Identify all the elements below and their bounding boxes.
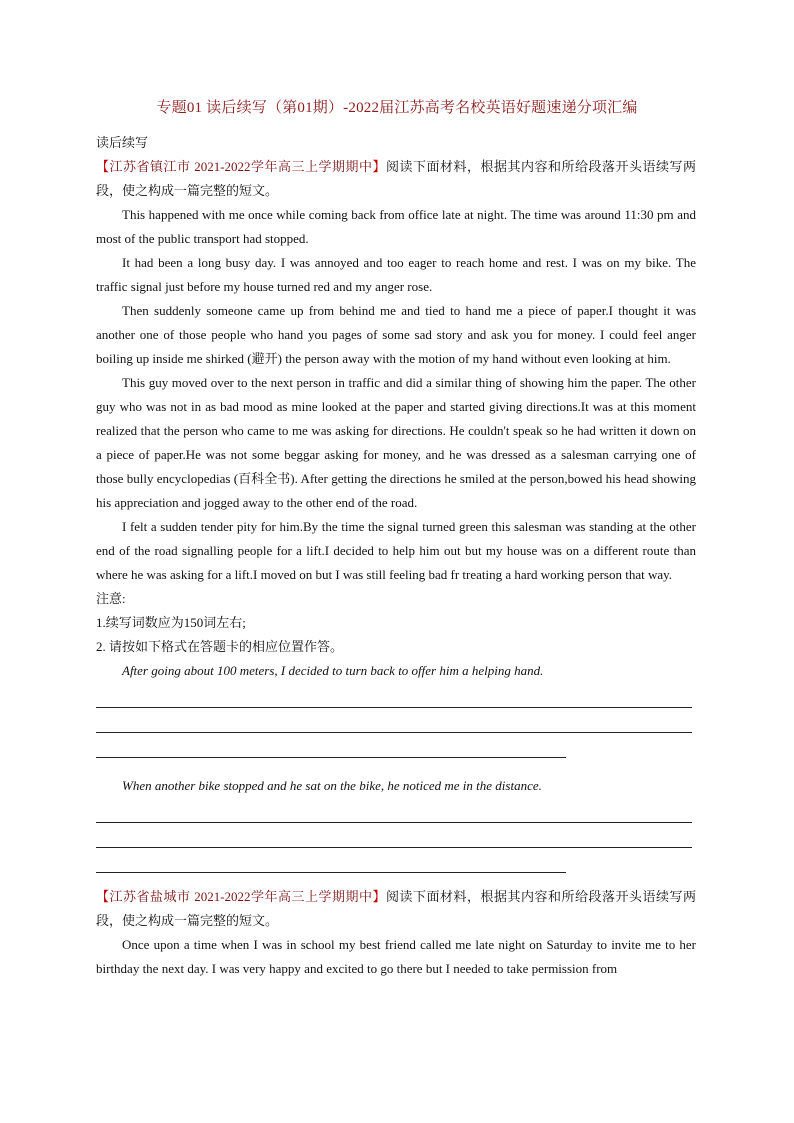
main-content bbox=[96, 131, 696, 981]
page-title: 专题01 读后续写（第01期）-2022届江苏高考名校英语好题速递分项汇编 bbox=[156, 100, 638, 116]
question-1-instruction: 阅读下面材料，根据其内容和所给段落开头语续写两段，使之构成一篇完整的短文。 bbox=[96, 159, 696, 198]
continuation-prompt-2: When another bike stopped and he sat on the bike, he noticed me in the distance. bbox=[122, 778, 542, 793]
passage-paragraph: Then suddenly someone came up from behind me and tied to hand me a piece of paper.I thought it was another one of those people who hand you pages of some sad story and ask you for money. I could feel anger boiling up inside me shirked (避开) the person away with the motion of my hand without even looking at him. bbox=[96, 303, 696, 366]
continuation-prompt-1: After going about 100 meters, I decided to turn back to offer him a helping hand. bbox=[122, 663, 544, 678]
answer-line bbox=[96, 708, 692, 733]
passage-paragraph: Once upon a time when I was in school my best friend called me late night on Saturday to invite me to her birthday the next day. I was very happy and excited to go there but I needed to take permission from bbox=[96, 937, 696, 976]
note-item: 1.续写词数应为150词左右; bbox=[96, 615, 246, 630]
passage-paragraph: It had been a long busy day. I was annoyed and too eager to reach home and rest. I was on my bike. The traffic signal just before my house turned red and my anger rose. bbox=[96, 255, 696, 294]
question-2-source: 江苏省盐城市 2021-2022学年高三上学期期中 bbox=[109, 889, 373, 904]
section-label: 读后续写 bbox=[96, 135, 149, 150]
passage-paragraph: This happened with me once while coming back from office late at night. The time was around 11:30 pm and most of the public transport had stopped. bbox=[96, 207, 696, 246]
passage-paragraph: This guy moved over to the next person in traffic and did a similar thing of showing him the paper. The other guy who was not in as bad mood as mine looked at the paper and started giving directions.It was at this moment realized that the person who came to me was asking for directions. He couldn't speak so he had written it down on a piece of paper.He was not some beggar asking for money, and he was dressed as a salesman carrying one of those bully encyclopedias (百科全书). After getting the directions he smiled at the person,bowed his head showing his appreciation and jogged away to the other end of the road. bbox=[96, 375, 696, 510]
passage-paragraph: I felt a sudden tender pity for him.By the time the signal turned green this salesman was standing at the other end of the road signalling people for a lift.I decided to help him out but my house was on a different route than where he was asking for a lift.I moved on but I was still feeling bad fr treating a hard working person that way. bbox=[96, 519, 696, 582]
question-1-header: 【江苏省镇江市 2021-2022学年高三上学期期中】阅读下面材料，根据其内容和所给段落开头语续写两段，使之构成一篇完整的短文。 bbox=[96, 159, 696, 198]
answer-line bbox=[96, 733, 566, 758]
question-2-header: 【江苏省盐城市 2021-2022学年高三上学期期中】阅读下面材料，根据其内容和所给段落开头语续写两段，使之构成一篇完整的短文。 bbox=[96, 889, 696, 928]
question-2-instruction: 阅读下面材料，根据其内容和所给段落开头语续写两段，使之构成一篇完整的短文。 bbox=[96, 889, 696, 928]
answer-line bbox=[96, 848, 566, 873]
answer-line bbox=[96, 683, 692, 708]
note-label: 注意: bbox=[96, 591, 126, 606]
question-1-source: 江苏省镇江市 2021-2022学年高三上学期期中 bbox=[109, 159, 373, 174]
note-item: 2. 请按如下格式在答题卡的相应位置作答。 bbox=[96, 639, 344, 654]
answer-line bbox=[96, 823, 692, 848]
answer-line bbox=[96, 798, 692, 823]
